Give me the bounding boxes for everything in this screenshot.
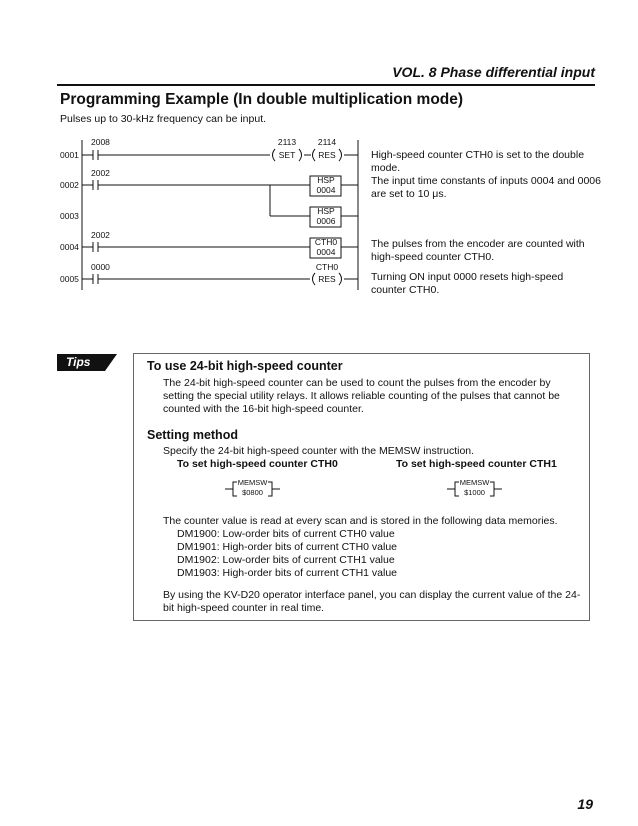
output-address: 2113 [277,137,297,147]
dm-line: DM1903: High-order bits of current CTH1 value [177,567,398,579]
memsw-label: MEMSW [459,478,490,487]
page-subtitle: Pulses up to 30-kHz frequency can be input. [60,113,267,125]
panel-paragraph: By using the KV-D20 operator interface panel, you can display the current value of the 24-bit high-speed counter in real time. [163,589,581,614]
output-instruction: RES [318,150,336,160]
ladder-description: The pulses from the encoder are counted with high-speed counter CTH0. [371,238,585,263]
dm-line: DM1901: High-order bits of current CTH0 value [177,541,398,553]
memsw-label: MEMSW [237,478,268,487]
memsw-cth0-instruction [225,476,280,502]
output-address: 2114 [317,137,337,147]
rung-number: 0003 [60,211,79,221]
output-instruction: SET [278,150,296,160]
volume-title: VOL. 8 Phase differential input [392,64,595,80]
rung-number: 0001 [60,150,79,160]
output-instruction: RES [318,274,336,284]
page-title: Programming Example (In double multiplication mode) [60,91,464,108]
rung-number: 0004 [60,242,79,252]
memsw-value: $0800 [242,488,263,497]
cth0-setting-label: To set high-speed counter CTH0 [177,458,338,470]
section-heading: To use 24-bit high-speed counter [147,359,343,373]
section-paragraph: The 24-bit high-speed counter can be used to count the pulses from the encoder by setting the special utility relays. It allows reliable counting of the pulses that cannot be counted with the 16-bit high-speed counter. [163,377,560,415]
page-number: 19 [577,796,593,812]
contact-label: 2002 [91,230,110,240]
box-instruction: HSP [317,175,335,185]
dm-line: DM1902: Low-order bits of current CTH1 value [177,554,395,566]
box-instruction: CTH0 [314,237,338,247]
box-operand: 0006 [316,216,336,226]
dm-line: DM1900: Low-order bits of current CTH0 value [177,528,395,540]
ladder-description: High-speed counter CTH0 is set to the double mode. [371,149,585,174]
memsw-cth1-instruction [447,476,502,502]
ladder-description: Turning ON input 0000 resets high-speed counter CTH0. [371,271,564,296]
contact-label: 0000 [91,262,110,272]
ladder-description: The input time constants of inputs 0004 and 0006 are set to 10 μs. [371,175,601,200]
contact-label: 2008 [91,137,110,147]
contact-label: 2002 [91,168,110,178]
rung-number: 0005 [60,274,79,284]
rung-number: 0002 [60,180,79,190]
output-address: CTH0 [315,262,339,272]
memsw-value: $1000 [464,488,485,497]
box-instruction: HSP [317,206,335,216]
section-paragraph: Specify the 24-bit high-speed counter with the MEMSW instruction. [163,445,475,457]
tips-label: Tips [66,355,91,369]
cth1-setting-label: To set high-speed counter CTH1 [396,458,557,470]
counter-paragraph: The counter value is read at every scan and is stored in the following data memories. [163,515,558,527]
box-operand: 0004 [316,185,336,195]
section-heading: Setting method [147,428,238,442]
box-operand: 0004 [316,247,336,257]
